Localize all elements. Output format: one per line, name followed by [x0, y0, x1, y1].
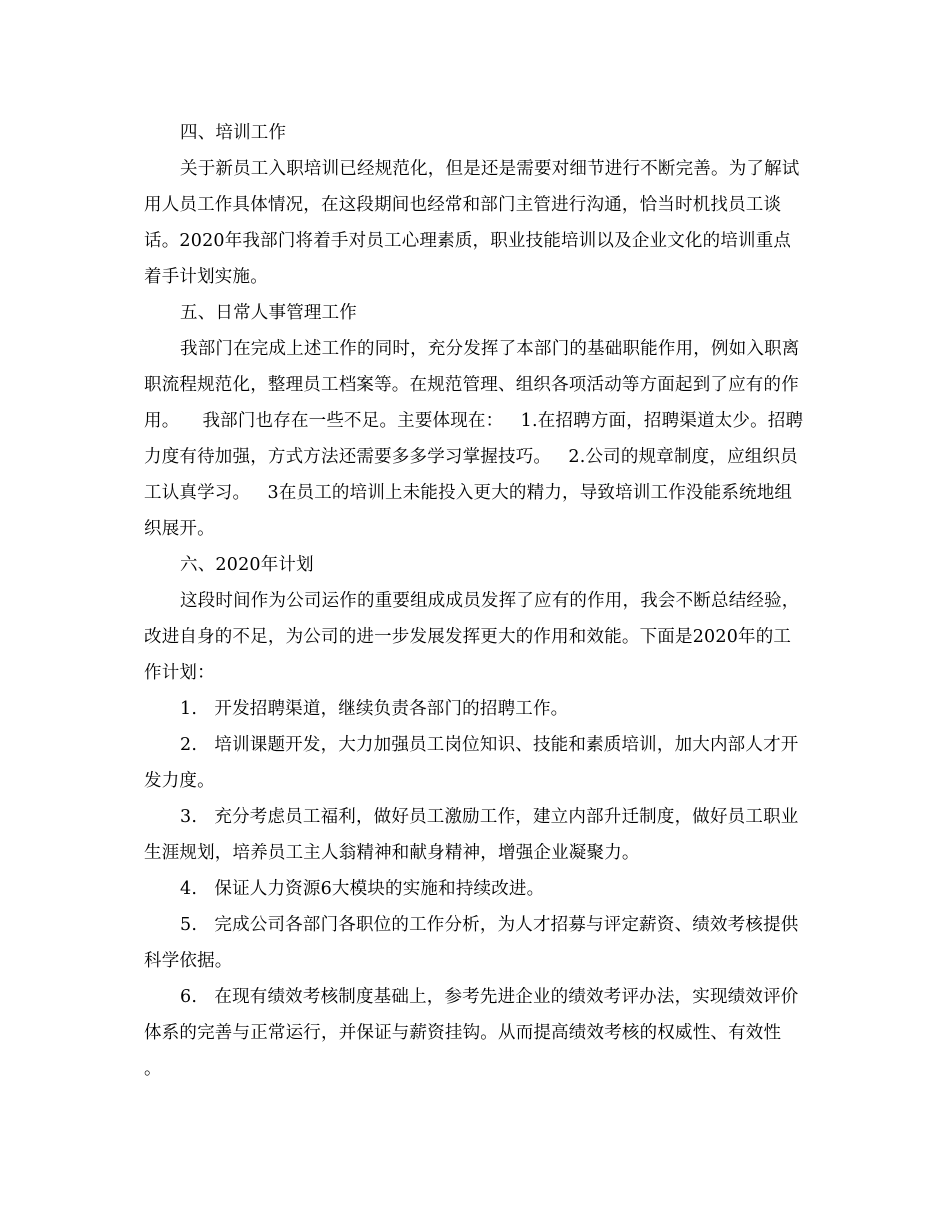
plan-item-4: 4. 保证人力资源6大模块的实施和持续改进。 — [180, 879, 545, 899]
heading-plan: 六、2020年计划 — [180, 555, 314, 575]
paragraph-plan-intro: 这段时间作为公司运作的重要组成成员发挥了应有的作用，我会不断总结经验，改进自身的不足，为公司的进一步发展发挥更大的作用和效能。下面是2020年的工作计划： — [144, 591, 800, 683]
heading-daily-hr: 五、日常人事管理工作 — [180, 303, 357, 323]
document-body — [144, 115, 816, 1087]
heading-training: 四、培训工作 — [180, 123, 287, 143]
paragraph-daily-hr: 我部门在完成上述工作的同时，充分发挥了本部门的基础职能作用，例如入职离职流程规范化，整理员工档案等。在规范管理、组织各项活动等方面起到了应有的作用。 我部门也存在一些不足。主要体现在： 1.在招聘方面，招聘渠道太少。招聘力度有待加强，方式方法还需要多多学习掌握技巧。 2.公司的规章制度，应组织员工认真学习。 3在员工的培训上未能投入更大的精力，导致培训工作没能系统地组织展开。 — [144, 339, 804, 539]
paragraph-training: 关于新员工入职培训已经规范化，但是还是需要对细节进行不断完善。为了解试用人员工作具体情况，在这段期间也经常和部门主管进行沟通，恰当时机找员工谈话。2020年我部门将着手对员工心理素质，职业技能培训以及企业文化的培训重点着手计划实施。 — [144, 159, 800, 287]
plan-item-5: 5. 完成公司各部门各职位的工作分析，为人才招募与评定薪资、绩效考核提供科学依据。 — [144, 915, 799, 971]
plan-item-2: 2. 培训课题开发，大力加强员工岗位知识、技能和素质培训，加大内部人才开发力度。 — [144, 735, 799, 791]
plan-item-1: 1. 开发招聘渠道，继续负责各部门的招聘工作。 — [180, 699, 569, 719]
plan-item-3: 3. 充分考虑员工福利，做好员工激励工作，建立内部升迁制度，做好员工职业生涯规划，培养员工主人翁精神和献身精神，增强企业凝聚力。 — [144, 807, 799, 863]
plan-item-6: 6. 在现有绩效考核制度基础上，参考先进企业的绩效考评办法，实现绩效评价体系的完善与正常运行，并保证与薪资挂钩。从而提高绩效考核的权威性、有效性 。 — [144, 987, 816, 1079]
